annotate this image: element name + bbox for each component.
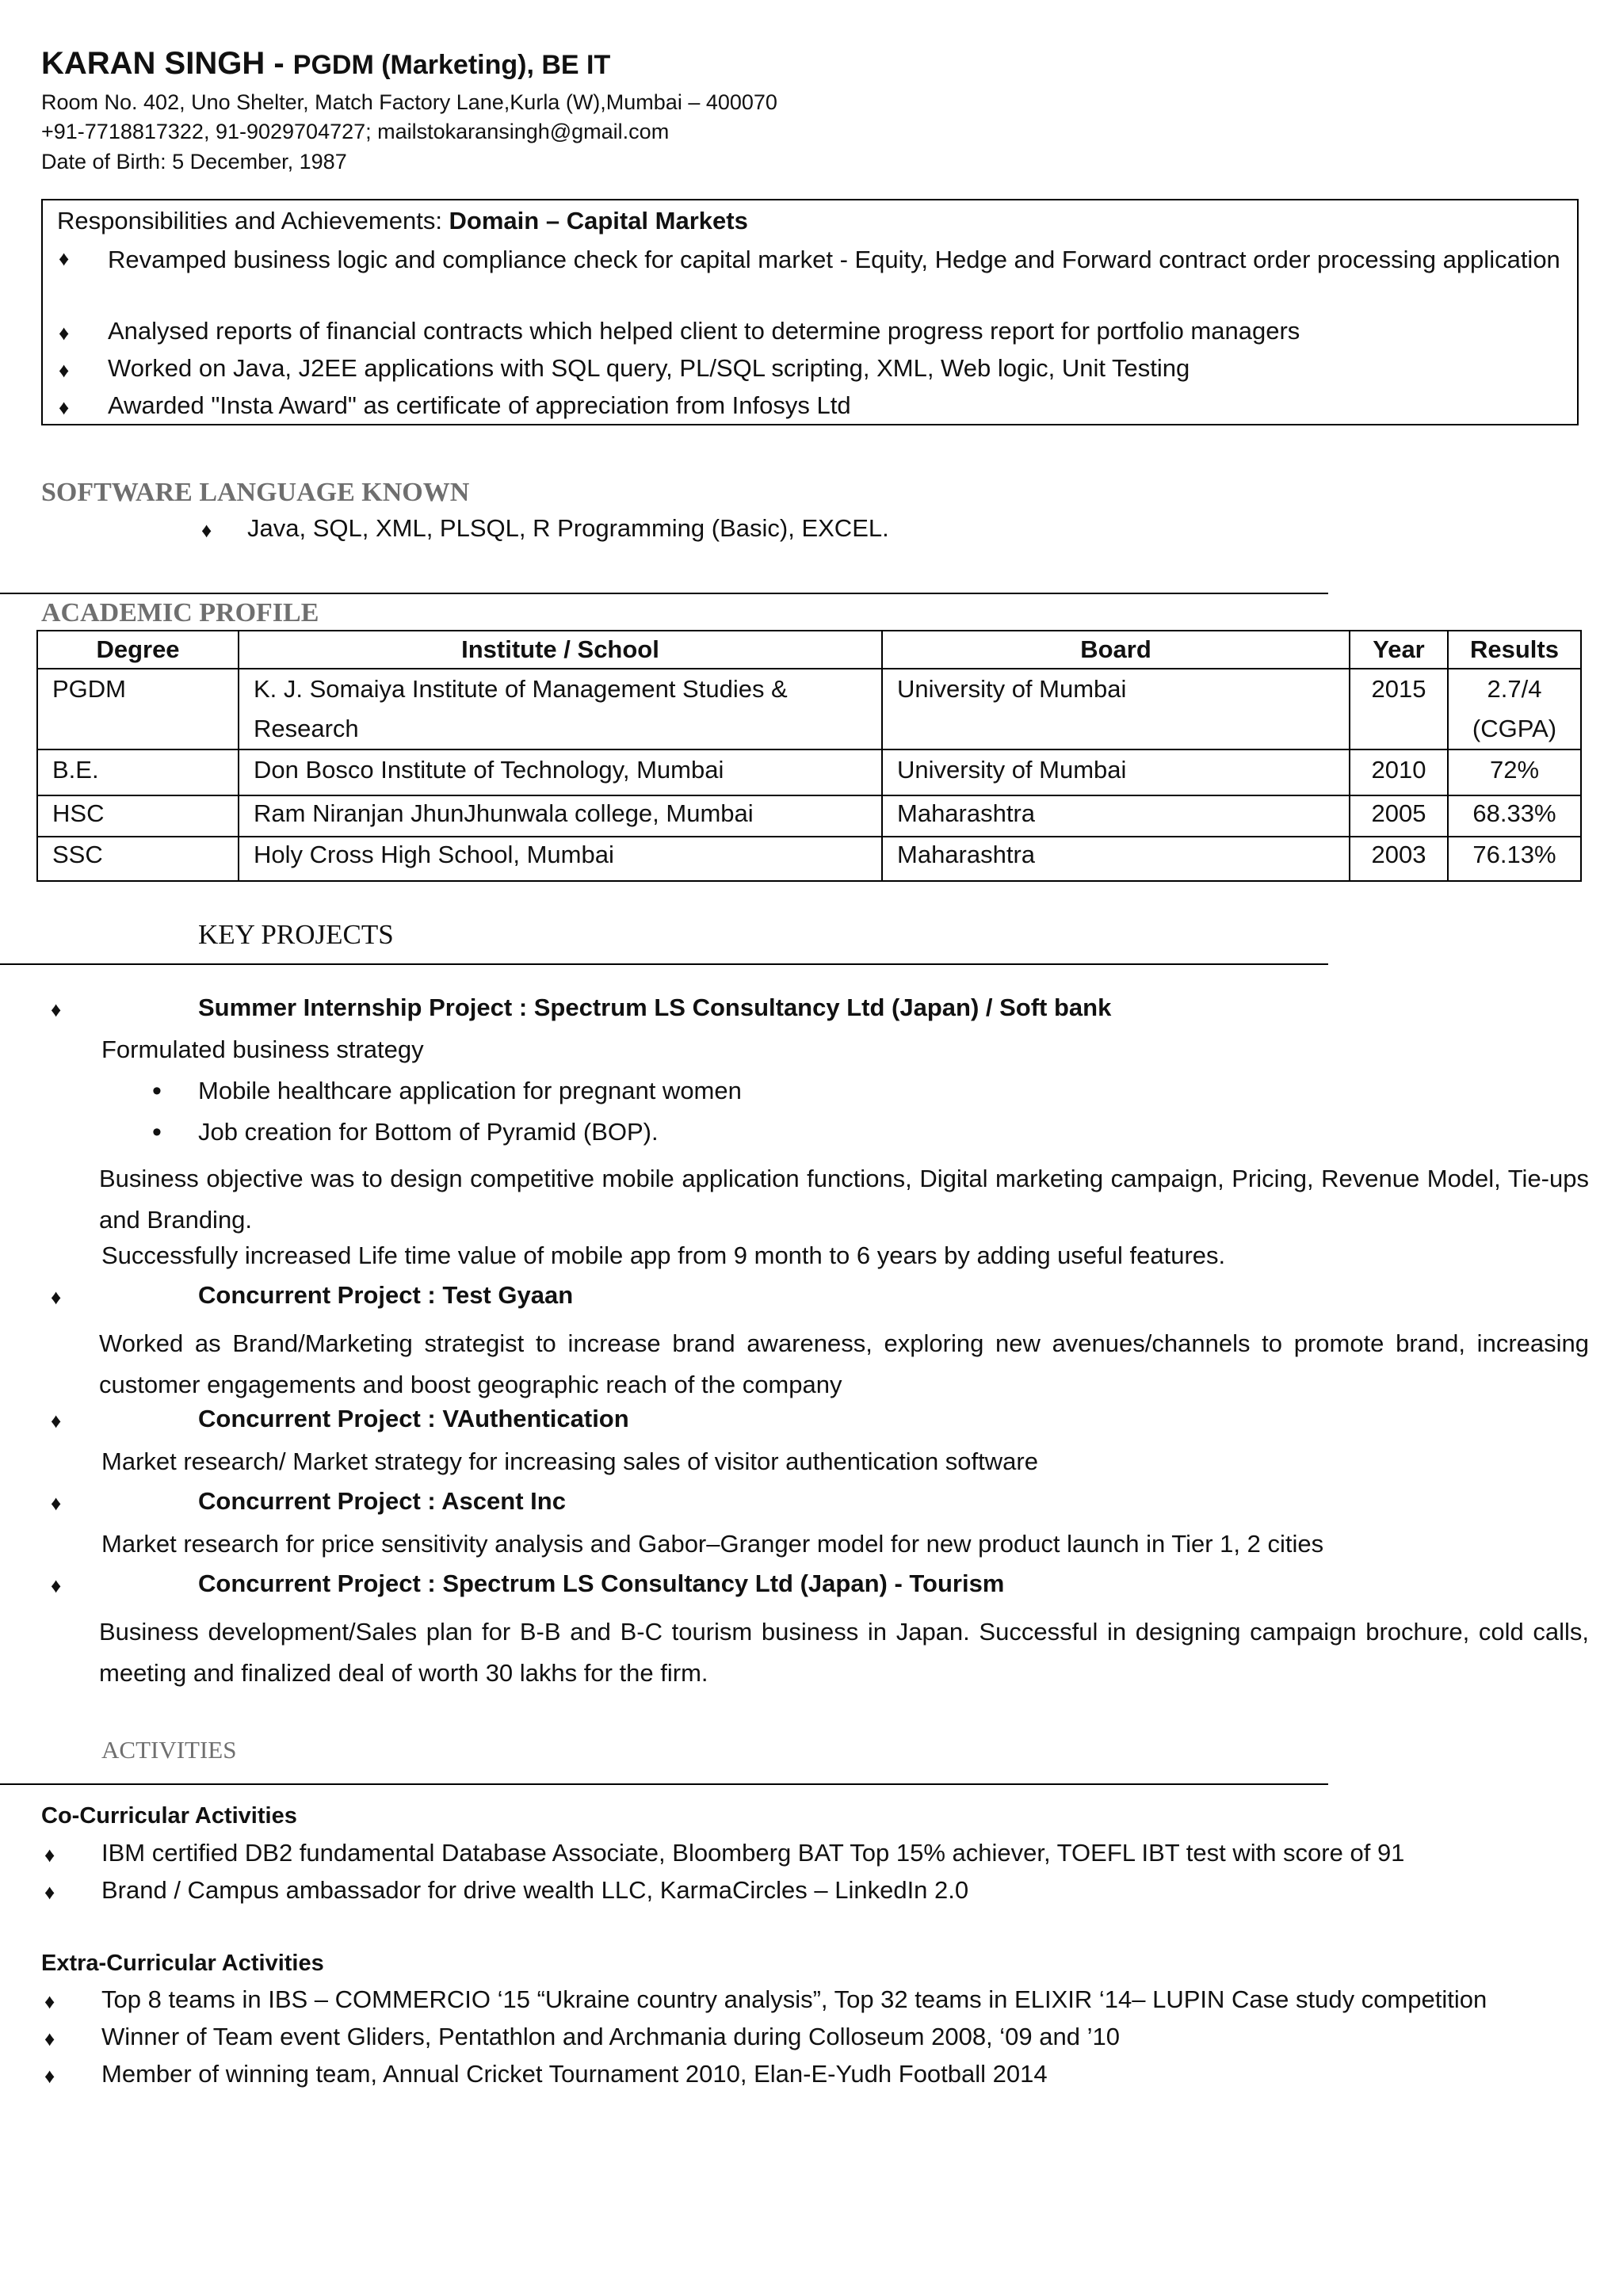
diamond-bullet-icon: ♦: [44, 1843, 55, 1867]
institute-cell: Holy Cross High School, Mumbai: [239, 837, 882, 881]
responsibilities-domain: Domain – Capital Markets: [449, 207, 748, 235]
project-title: Concurrent Project : Ascent Inc: [198, 1487, 566, 1515]
board-cell: University of Mumbai: [882, 669, 1350, 749]
activities-heading: ACTIVITIES: [101, 1736, 237, 1764]
activity-item: IBM certified DB2 fundamental Database Associate, Bloomberg BAT Top 15% achiever, TOEFL IBT test with score of 91: [101, 1839, 1405, 1867]
diamond-bullet-icon: ♦: [44, 1880, 55, 1904]
extra-curricular-title: Extra-Curricular Activities: [41, 1951, 324, 1976]
project-title: Concurrent Project : VAuthentication: [198, 1405, 629, 1432]
result-cell: 2.7/4 (CGPA): [1448, 669, 1581, 749]
table-row: [37, 795, 1581, 837]
table-header-row: [37, 631, 1581, 669]
institute-cell: Ram Niranjan JhunJhunwala college, Mumbai: [239, 795, 882, 837]
column-header: Degree: [37, 631, 239, 669]
candidate-name-line: [41, 43, 610, 86]
year-cell: 2010: [1350, 749, 1448, 795]
responsibilities-label: Responsibilities and Achievements:: [57, 207, 449, 235]
column-header: Year: [1350, 631, 1448, 669]
project-description: Business objective was to design competitive mobile application functions, Digital marketing campaign, Pricing, Revenue Model, Tie-ups and Branding.: [99, 1165, 1589, 1234]
address: Room No. 402, Uno Shelter, Match Factory Lane,Kurla (W),Mumbai – 400070: [41, 90, 777, 114]
section-divider: [0, 593, 1328, 594]
project-bullet: Mobile healthcare application for pregnant women: [198, 1077, 742, 1104]
project-description: Market research for price sensitivity analysis and Gabor–Granger model for new product launch in Tier 1, 2 cities: [101, 1530, 1324, 1558]
software-list: Java, SQL, XML, PLSQL, R Programming (Basic), EXCEL.: [247, 514, 889, 542]
academic-heading: ACADEMIC PROFILE: [41, 598, 319, 627]
diamond-bullet-icon: ♦: [51, 1285, 62, 1309]
diamond-bullet-icon: ♦: [44, 1989, 55, 2013]
degree-cell: SSC: [37, 837, 239, 881]
project-bullet: Job creation for Bottom of Pyramid (BOP).: [198, 1118, 659, 1146]
diamond-bullet-icon: ♦: [59, 358, 70, 382]
diamond-bullet-icon: ♦: [51, 1491, 62, 1515]
candidate-name: KARAN SINGH -: [41, 46, 293, 81]
result-cell: 68.33%: [1448, 795, 1581, 837]
degree-cell: B.E.: [37, 749, 239, 795]
project-result: Successfully increased Life time value of mobile app from 9 month to 6 years by adding useful features.: [101, 1241, 1226, 1269]
project-description: Market research/ Market strategy for increasing sales of visitor authentication software: [101, 1447, 1038, 1475]
activity-item: Winner of Team event Gliders, Pentathlon and Archmania during Colloseum 2008, ‘09 and ’10: [101, 2023, 1120, 2050]
year-cell: 2003: [1350, 837, 1448, 881]
responsibility-item: Worked on Java, J2EE applications with SQL query, PL/SQL scripting, XML, Web logic, Unit Testing: [108, 354, 1190, 382]
diamond-bullet-icon: ♦: [201, 518, 212, 542]
activity-item: Top 8 teams in IBS – COMMERCIO ‘15 “Ukraine country analysis”, Top 32 teams in ELIXIR ‘14– LUPIN Case study competition: [101, 1985, 1487, 2013]
institute-cell: Don Bosco Institute of Technology, Mumbai: [239, 749, 882, 795]
column-header: Results: [1448, 631, 1581, 669]
year-cell: 2005: [1350, 795, 1448, 837]
responsibilities-title: [57, 206, 748, 236]
project-description: Business development/Sales plan for B-B and B-C tourism business in Japan. Successful in designing campaign brochure, cold calls, meeting and finalized deal of worth 30 lakhs for the firm.: [99, 1618, 1589, 1687]
responsibility-item: Awarded "Insta Award" as certificate of appreciation from Infosys Ltd: [108, 391, 851, 419]
projects-heading: KEY PROJECTS: [198, 919, 394, 950]
date-of-birth: Date of Birth: 5 December, 1987: [41, 150, 347, 174]
candidate-degree: PGDM (Marketing), BE IT: [292, 50, 611, 80]
diamond-bullet-icon: ♦: [51, 1409, 62, 1432]
contact-info: +91-7718817322, 91-9029704727; mailstokaransingh@gmail.com: [41, 120, 670, 143]
section-divider: [0, 963, 1328, 965]
diamond-bullet-icon: ♦: [44, 2064, 55, 2088]
software-heading: SOFTWARE LANGUAGE KNOWN: [41, 478, 470, 507]
column-header: Institute / School: [239, 631, 882, 669]
degree-cell: HSC: [37, 795, 239, 837]
co-curricular-title: Co-Curricular Activities: [41, 1803, 297, 1829]
diamond-bullet-icon: ♦: [44, 2027, 55, 2050]
table-row: [37, 669, 1581, 749]
academic-table: [36, 630, 1582, 882]
section-divider: [0, 1783, 1328, 1785]
dot-bullet-icon: •: [152, 1117, 162, 1147]
activity-item: Brand / Campus ambassador for drive wealth LLC, KarmaCircles – LinkedIn 2.0: [101, 1876, 969, 1904]
board-cell: Maharashtra: [882, 837, 1350, 881]
responsibility-item: Revamped business logic and compliance check for capital market - Equity, Hedge and Forward contract order processing application: [108, 246, 1560, 273]
responsibility-item: Analysed reports of financial contracts which helped client to determine progress report for portfolio managers: [108, 317, 1300, 345]
project-title: Summer Internship Project : Spectrum LS Consultancy Ltd (Japan) / Soft bank: [198, 994, 1112, 1021]
board-cell: Maharashtra: [882, 795, 1350, 837]
project-intro: Formulated business strategy: [101, 1035, 424, 1063]
board-cell: University of Mumbai: [882, 749, 1350, 795]
result-cell: 72%: [1448, 749, 1581, 795]
diamond-bullet-icon: ♦: [59, 321, 70, 345]
table-row: [37, 837, 1581, 881]
result-cell: 76.13%: [1448, 837, 1581, 881]
responsibilities-box: [41, 199, 1579, 425]
institute-cell: K. J. Somaiya Institute of Management Studies & Research: [239, 669, 882, 749]
diamond-bullet-icon: ♦: [51, 997, 62, 1021]
diamond-bullet-icon: ♦: [59, 395, 70, 419]
project-title: Concurrent Project : Test Gyaan: [198, 1281, 574, 1309]
activity-item: Member of winning team, Annual Cricket Tournament 2010, Elan-E-Yudh Football 2014: [101, 2060, 1048, 2088]
column-header: Board: [882, 631, 1350, 669]
table-row: [37, 749, 1581, 795]
year-cell: 2015: [1350, 669, 1448, 749]
degree-cell: PGDM: [37, 669, 239, 749]
dot-bullet-icon: •: [152, 1076, 162, 1106]
project-description: Worked as Brand/Marketing strategist to increase brand awareness, exploring new avenues/channels to promote brand, increasing customer engagements and boost geographic reach of the company: [99, 1329, 1589, 1398]
diamond-bullet-icon: ♦: [51, 1573, 62, 1597]
diamond-bullet-icon: ♦: [59, 246, 70, 270]
project-title: Concurrent Project : Spectrum LS Consultancy Ltd (Japan) - Tourism: [198, 1569, 1005, 1597]
